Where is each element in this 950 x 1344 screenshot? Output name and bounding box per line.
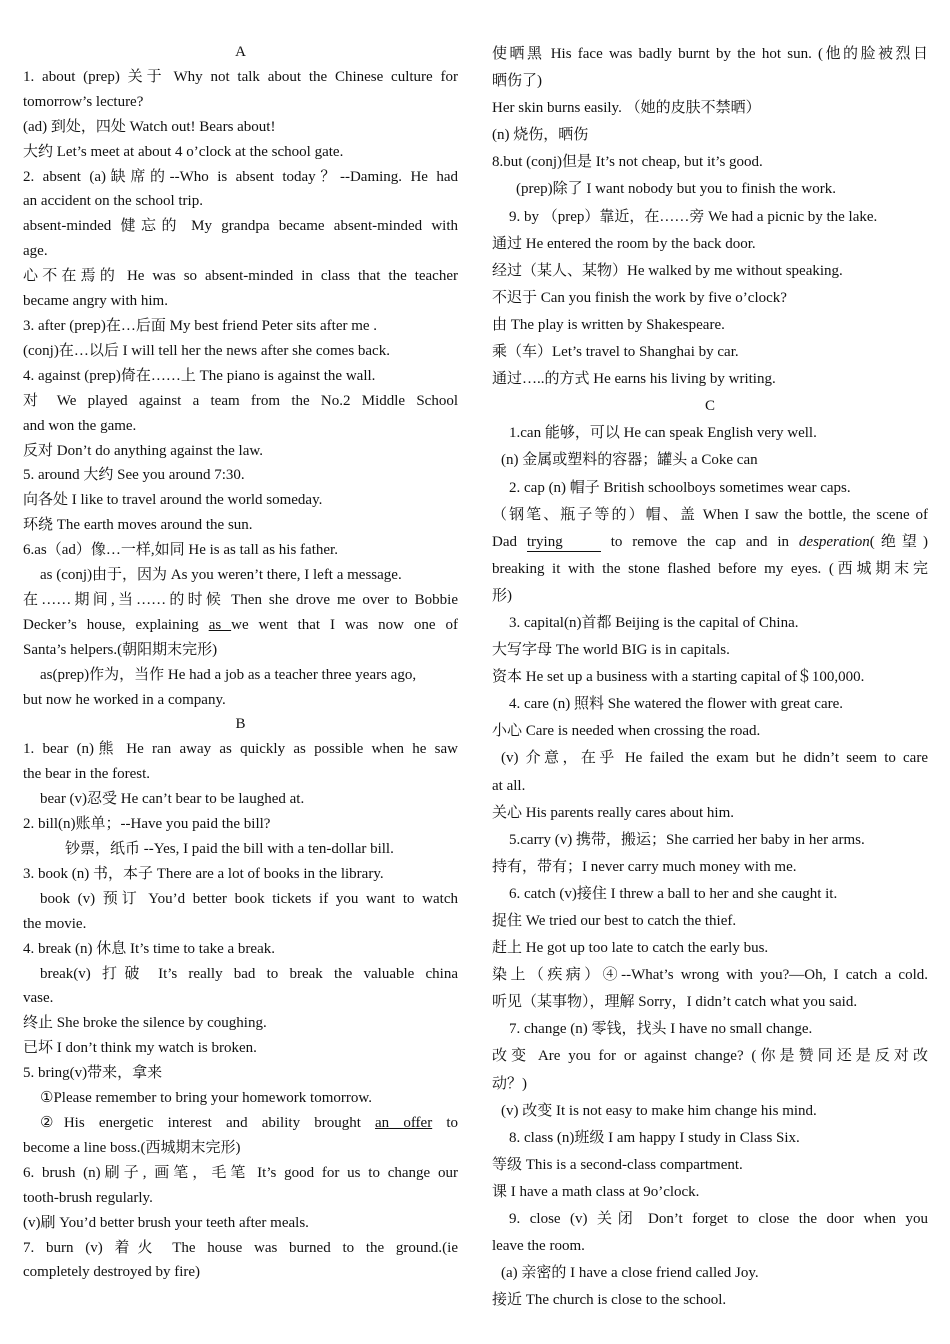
entry-line: 7. change (n) 零钱，找头 I have no small change. xyxy=(509,1021,813,1038)
entry-text: ②His energetic interest and ability brought xyxy=(40,1114,376,1131)
entry-line: 3. after (prep)在…后面 My best friend Peter sits after me . xyxy=(23,317,378,334)
entry-line: (v) 改变 It is not easy to make him change his mind. xyxy=(501,1102,817,1119)
entry-line: 心不在焉的 He was so absent-minded in class that the teacher xyxy=(23,268,458,285)
entry-line: （钢笔、瓶子等的）帽、盖 When I saw the bottle, the scene of xyxy=(492,506,928,523)
entry-line: 不迟于 Can you finish the work by five o’clock? xyxy=(492,289,787,306)
entry-line: 5. bring(v)带来，拿来 xyxy=(23,1065,163,1082)
entry-line: 通过…..的方式 He earns his living by writing. xyxy=(492,371,776,388)
entry-line: 6.as（ad）像…一样,如同 He is as tall as his father. xyxy=(23,542,338,559)
entry-line: 3. book (n) 书，本子 There are a lot of books in the library. xyxy=(23,865,384,882)
entry-line: 8.but (conj)但是 It’s not cheap, but it’s good. xyxy=(492,154,763,171)
entry-line: 已坏 I don’t think my watch is broken. xyxy=(23,1040,257,1057)
entry-line: Santa’s helpers.(朝阳期末完形) xyxy=(23,641,218,658)
entry-line: 4. care (n) 照料 She watered the flower with great care. xyxy=(509,696,844,713)
entry-line: 4. break (n) 休息 It’s time to take a break. xyxy=(23,940,275,957)
underlined-answer: an offer xyxy=(375,1114,433,1131)
entry-line: (n) 金属或塑料的容器；罐头 a Coke can xyxy=(501,452,758,469)
entry-line: 4. against (prep)倚在……上 The piano is against the wall. xyxy=(23,367,376,384)
entry-line: 对 We played against a team from the No.2 Middle School xyxy=(23,392,458,409)
entry-line: 环绕 The earth moves around the sun. xyxy=(23,517,253,534)
entry-line: became angry with him. xyxy=(23,293,168,310)
entry-line: break(v) 打破 It’s really bad to break the valuable china xyxy=(40,965,458,982)
entry-line: 5.carry (v) 携带，搬运；She carried her baby in her arms. xyxy=(509,831,865,848)
entry-line: 2. cap (n) 帽子 British schoolboys sometimes wear caps. xyxy=(509,479,851,496)
entry-line: 资本 He set up a business with a starting capital of＄100,000. xyxy=(492,669,865,686)
entry-line: 钞票，纸币 --Yes, I paid the bill with a ten-dollar bill. xyxy=(65,841,394,857)
entry-line: (prep)除了 I want nobody but you to finish the work. xyxy=(516,181,836,198)
entry-line: absent-minded 健忘的 My grandpa became absent-minded with xyxy=(23,218,458,235)
entry-line: tooth-brush regularly. xyxy=(23,1189,153,1206)
entry-text: Decker’s house, explaining xyxy=(23,616,209,633)
entry-line: become a line boss.(西城期末完形) xyxy=(23,1139,241,1156)
entry-line: 大约 Let’s meet at about 4 o’clock at the school gate. xyxy=(23,143,344,160)
entry-line: 7. burn (v) 着火 The house was burned to the ground.(ie xyxy=(23,1239,458,1256)
entry-line: breaking it with the stone flashed before my eyes. (西城期末完 xyxy=(492,560,928,577)
entry-line: (a) 亲密的 I have a close friend called Joy. xyxy=(501,1265,759,1282)
entry-line: the bear in the forest. xyxy=(23,766,151,783)
entry-line: 6. brush (n)刷子, 画笔，毛笔 It’s good for us to change our xyxy=(23,1164,458,1181)
entry-line: 染上（疾病）④--What’s wrong with you?—Oh, I catch a cold. xyxy=(492,967,928,984)
entry-line: 在……期间,当……的时候 Then she drove me over to Bobbie xyxy=(23,591,458,608)
entry-line: 1. about (prep) 关于 Why not talk about the Chinese culture for xyxy=(23,68,458,85)
entry-line: book (v) 预订 You’d better book tickets if you want to watch xyxy=(40,890,458,907)
entry-line: 1.can 能够，可以 He can speak English very well. xyxy=(509,425,817,442)
right-column xyxy=(492,41,928,1314)
entry-line: 改变 Are you for or against change? (你是赞同还是反对改 xyxy=(492,1048,928,1065)
entry-line: at all. xyxy=(492,777,526,794)
entry-line xyxy=(492,529,928,556)
section-heading-a: A xyxy=(235,44,246,60)
left-column xyxy=(23,40,458,1285)
entry-line: (v)刷 You’d better brush your teeth after meals. xyxy=(23,1214,309,1231)
entry-line: (conj)在…以后 I will tell her the news after she comes back. xyxy=(23,342,390,359)
entry-line: 晒伤了) xyxy=(492,73,542,90)
entry-text: to remove the cap and in xyxy=(610,533,799,550)
entry-line: leave the room. xyxy=(492,1238,585,1255)
entry-line: (n) 烧伤，晒伤 xyxy=(492,127,589,144)
entry-line: as(prep)作为，当作 He had a job as a teacher three years ago, xyxy=(40,666,417,683)
entry-text: (绝望) xyxy=(869,533,928,550)
entry-line: 2. absent (a)缺席的--Who is absent today？--Daming. He had xyxy=(23,168,458,185)
entry-line: 3. capital(n)首都 Beijing is the capital of China. xyxy=(509,614,799,631)
entry-line: (ad) 到处，四处 Watch out! Bears about! xyxy=(23,118,276,135)
entry-line: 反对 Don’t do anything against the law. xyxy=(23,442,263,459)
entry-line: 9. by （prep）靠近，在……旁 We had a picnic by the lake. xyxy=(509,208,878,225)
entry-line: ①Please remember to bring your homework tomorrow. xyxy=(40,1090,372,1107)
entry-line: 捉住 We tried our best to catch the thief. xyxy=(492,913,737,929)
entry-line: 通过 He entered the room by the back door. xyxy=(492,235,756,252)
entry-line: 大写字母 The world BIG is in capitals. xyxy=(492,642,730,659)
entry-line: 听见（某事物），理解 Sorry，I didn’t catch what you said. xyxy=(492,994,858,1011)
section-heading-c: C xyxy=(704,398,715,415)
entry-line: 5. around 大约 See you around 7:30. xyxy=(23,467,245,484)
entry-line: 乘（车）Let’s travel to Shanghai by car. xyxy=(492,344,739,361)
entry-line: 持有，带有；I never carry much money with me. xyxy=(492,858,797,875)
entry-line: the movie. xyxy=(23,915,87,932)
entry-line: 9. close (v) 关闭 Don’t forget to close the door when you xyxy=(509,1211,928,1228)
entry-line: completely destroyed by fire) xyxy=(23,1264,201,1281)
entry-line: 关心 His parents really cares about him. xyxy=(492,804,735,821)
entry-line: 终止 She broke the silence by coughing. xyxy=(23,1015,267,1032)
entry-line: 8. class (n)班级 I am happy I study in Class Six. xyxy=(509,1129,800,1146)
entry-line xyxy=(23,613,458,638)
entry-line: 动？) xyxy=(492,1075,527,1092)
entry-line: 6. catch (v)接住 I threw a ball to her and she caught it. xyxy=(509,885,838,902)
italic-word: desperation xyxy=(798,533,870,550)
entry-line: vase. xyxy=(23,990,54,1007)
entry-text: Dad xyxy=(492,533,517,550)
section-heading-b: B xyxy=(235,716,246,733)
entry-text: to xyxy=(432,1114,458,1131)
entry-line: 课 I have a math class at 9o’clock. xyxy=(492,1183,700,1200)
entry-line: 经过（某人、某物）He walked by me without speaking. xyxy=(492,262,843,279)
underlined-answer: as xyxy=(208,616,232,633)
entry-line: Her skin burns easily. （她的皮肤不禁晒） xyxy=(492,100,761,117)
entry-line: tomorrow’s lecture? xyxy=(23,93,144,110)
entry-line: 2. bill(n)账单；--Have you paid the bill? xyxy=(23,816,271,833)
fill-in-blank: trying xyxy=(527,533,601,552)
entry-line xyxy=(23,1111,458,1136)
entry-line: 1. bear (n)熊 He ran away as quickly as possible when he saw xyxy=(23,741,458,758)
entry-line: 等级 This is a second-class compartment. xyxy=(492,1156,743,1173)
entry-text: we went that I was now one of xyxy=(231,616,458,633)
entry-line: (v) 介意，在乎 He failed the exam but he didn’t seem to care xyxy=(501,750,928,767)
entry-line: 向各处 I like to travel around the world someday. xyxy=(23,492,323,509)
entry-line: as (conj)由于，因为 As you weren’t there, I left a message. xyxy=(40,567,402,584)
entry-line: and won the game. xyxy=(23,417,137,434)
entry-line: 由 The play is written by Shakespeare. xyxy=(492,316,725,333)
entry-line: an accident on the school trip. xyxy=(23,193,203,210)
entry-line: age. xyxy=(23,243,48,260)
entry-line: but now he worked in a company. xyxy=(23,691,226,708)
entry-line: 使晒黑 His face was badly burnt by the hot sun. (他的脸被烈日 xyxy=(492,46,928,62)
entry-line: 小心 Care is needed when crossing the road. xyxy=(492,723,761,740)
entry-line: bear (v)忍受 He can’t bear to be laughed at. xyxy=(40,791,305,808)
entry-line: 赶上 He got up too late to catch the early bus. xyxy=(492,940,769,957)
entry-line: 形) xyxy=(492,587,512,604)
entry-line: 接近 The church is close to the school. xyxy=(492,1292,727,1309)
